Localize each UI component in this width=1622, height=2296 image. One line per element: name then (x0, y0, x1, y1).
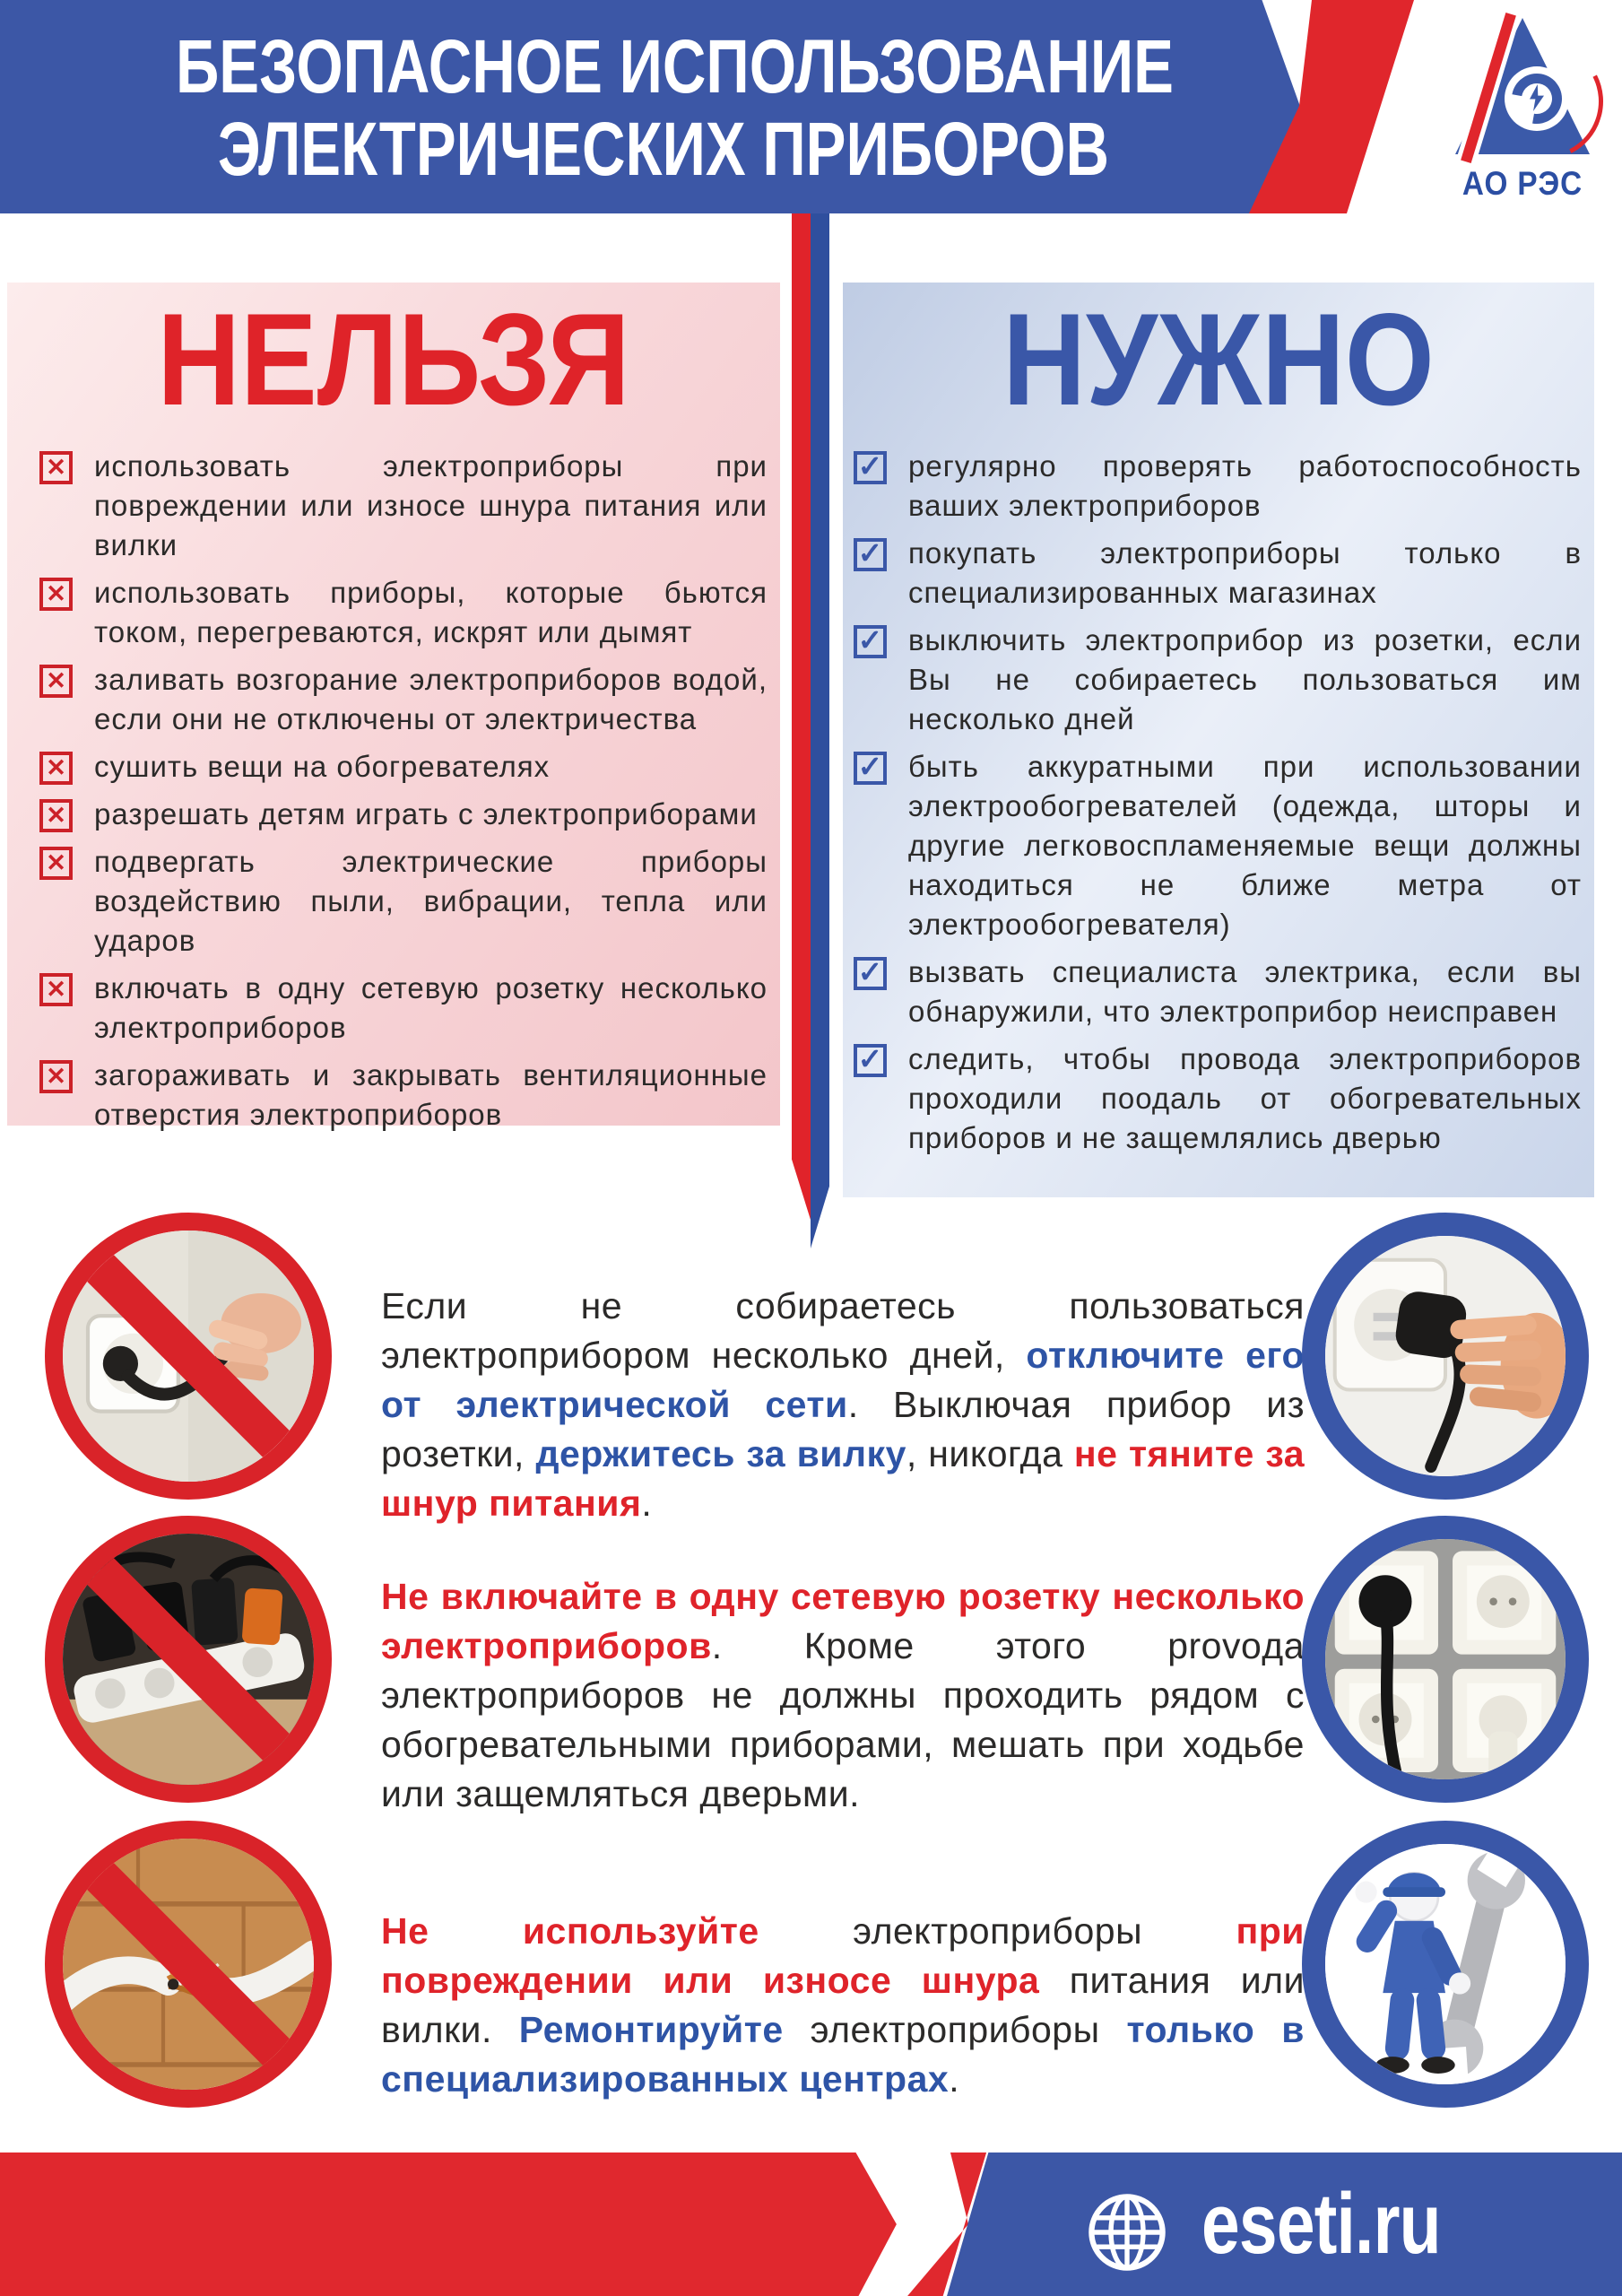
list-item-text: следить, чтобы провода электроприборов проходили поодаль от обогревательных приборов и не защемлялись дверью (908, 1042, 1582, 1154)
divider-ribbon-red (792, 213, 811, 1220)
text-segment: электроприборы (783, 2009, 1127, 2050)
text-segment: Не используйте (381, 1910, 759, 1952)
approved-sign-hold-plug (1302, 1213, 1589, 1500)
check-checkbox-icon: ✓ (854, 625, 887, 658)
x-checkbox-icon: ✕ (39, 799, 73, 832)
x-checkbox-icon: ✕ (39, 752, 73, 785)
list-item-text: разрешать детям играть с электроприборами (94, 797, 758, 831)
text-segment: Ремонтируйте (518, 2009, 784, 2050)
photo-overloaded-power-strip (63, 1534, 314, 1785)
list-item (39, 842, 768, 961)
list-item (854, 534, 1582, 613)
list-item-text: использовать электроприборы при повреждении или износе шнура питания или вилки (94, 449, 768, 561)
list-item (854, 621, 1582, 739)
website-url: eseti.ru (1201, 2176, 1441, 2272)
list-item (39, 795, 768, 834)
list-item (39, 573, 768, 652)
text-segment: электроприборы (759, 1910, 1236, 1952)
text-segment: . Кроме этого provoда электроприборов не должны проходить рядом с обогревательными приборами, мешать при ходьбе или защемляться дверьми. (381, 1625, 1305, 1814)
list-item (39, 1056, 768, 1135)
list-item-text: заливать возгорание электроприборов водой, если они не отключены от электричества (94, 663, 768, 735)
photo-frayed-power-cord (63, 1839, 314, 2090)
list-item-text: сушить вещи на обогревателях (94, 750, 551, 783)
x-checkbox-icon: ✕ (39, 847, 73, 880)
text-segment: только в специализированных центрах (381, 2009, 1305, 2100)
x-checkbox-icon: ✕ (39, 665, 73, 698)
list-item (854, 747, 1582, 944)
text-segment: не тяните за шнур питания (381, 1433, 1305, 1524)
dont-heading: НЕЛЬЗЯ (157, 286, 630, 432)
footer-band-red (0, 2152, 906, 2296)
page-title (54, 0, 1273, 213)
text-segment: . (641, 1483, 653, 1524)
text-segment: , никогда (906, 1433, 1074, 1474)
x-checkbox-icon: ✕ (39, 451, 73, 484)
list-item-text: регулярно проверять работоспособность ваших электроприборов (908, 449, 1582, 522)
list-item-text: подвергать электрические приборы воздействию пыли, вибрации, тепла или ударов (94, 845, 768, 957)
do-list (854, 447, 1582, 1158)
divider-ribbon-blue (811, 213, 829, 1248)
check-checkbox-icon: ✓ (854, 957, 887, 990)
list-item-text: использовать приборы, которые бьются током, перегреваются, искрят или дымят (94, 576, 768, 648)
x-checkbox-icon: ✕ (39, 578, 73, 611)
do-heading: НУЖНО (1002, 286, 1435, 432)
text-segment: при повреждении или износе шнура (381, 1910, 1305, 2001)
approved-sign-electrician (1302, 1821, 1589, 2108)
check-checkbox-icon: ✓ (854, 538, 887, 571)
text-segment: держитесь за вилку (535, 1433, 906, 1474)
dont-list (39, 447, 768, 1135)
photo-pulling-cord-from-socket (63, 1231, 314, 1482)
list-item-text: покупать электроприборы только в специализированных магазинах (908, 536, 1582, 609)
company-name: АО РЭС (1462, 165, 1583, 202)
tip-paragraph-1 (381, 1282, 1305, 1528)
check-checkbox-icon: ✓ (854, 1044, 887, 1077)
list-item (39, 447, 768, 565)
page-title-line2: ЭЛЕКТРИЧЕСКИХ ПРИБОРОВ (217, 107, 1110, 191)
text-segment: Не включайте в одну сетевую розетку несколько электроприборов (381, 1576, 1305, 1666)
illustration-electrician-with-wrench (1325, 1844, 1566, 2084)
prohibition-sign-damaged-cord (45, 1821, 332, 2108)
company-logo (1433, 18, 1612, 215)
logo-circle-icon (1505, 66, 1569, 131)
list-item-text: выключить электроприбор из розетки, если Вы не собираетесь пользоваться им несколько дней (908, 623, 1582, 735)
text-segment: питания или вилки. (381, 1960, 1305, 2050)
text-segment: . (949, 2058, 960, 2100)
x-checkbox-icon: ✕ (39, 973, 73, 1006)
prohibition-sign-pull-cord (45, 1213, 332, 1500)
list-item (854, 447, 1582, 526)
globe-icon (1087, 2192, 1167, 2273)
list-item (854, 1039, 1582, 1158)
text-segment: Если не собираетесь пользоваться электроприбором несколько дней, (381, 1285, 1305, 1376)
tip-paragraph-3 (381, 1907, 1305, 2104)
list-item-text: включать в одну сетевую розетку несколько электроприборов (94, 971, 768, 1044)
list-item (39, 969, 768, 1048)
text-segment: . Выключая прибор из розетки, (381, 1384, 1305, 1474)
page-title-line1: БЕЗОПАСНОЕ ИСПОЛЬЗОВАНИЕ (176, 24, 1174, 109)
check-checkbox-icon: ✓ (854, 451, 887, 484)
prohibition-sign-overloaded-strip (45, 1516, 332, 1803)
list-item-text: загораживать и закрывать вентиляционные отверстия электроприборов (94, 1058, 768, 1131)
list-item (854, 952, 1582, 1031)
check-checkbox-icon: ✓ (854, 752, 887, 785)
list-item (39, 660, 768, 739)
list-item-text: быть аккуратными при использовании электрообогревателей (одежда, шторы и другие легковоспламеняемые вещи должны находиться не ближе метра от электрообогревателя) (908, 750, 1582, 941)
photo-holding-plug (1325, 1236, 1566, 1476)
text-segment: отключите его от электрической сети (381, 1335, 1305, 1425)
approved-sign-socket-grid (1302, 1516, 1589, 1803)
list-item (39, 747, 768, 787)
tip-paragraph-2 (381, 1572, 1305, 1819)
list-item-text: вызвать специалиста электрика, если вы обнаружили, что электроприбор неисправен (908, 955, 1582, 1028)
photo-wall-sockets (1325, 1539, 1566, 1779)
x-checkbox-icon: ✕ (39, 1060, 73, 1093)
